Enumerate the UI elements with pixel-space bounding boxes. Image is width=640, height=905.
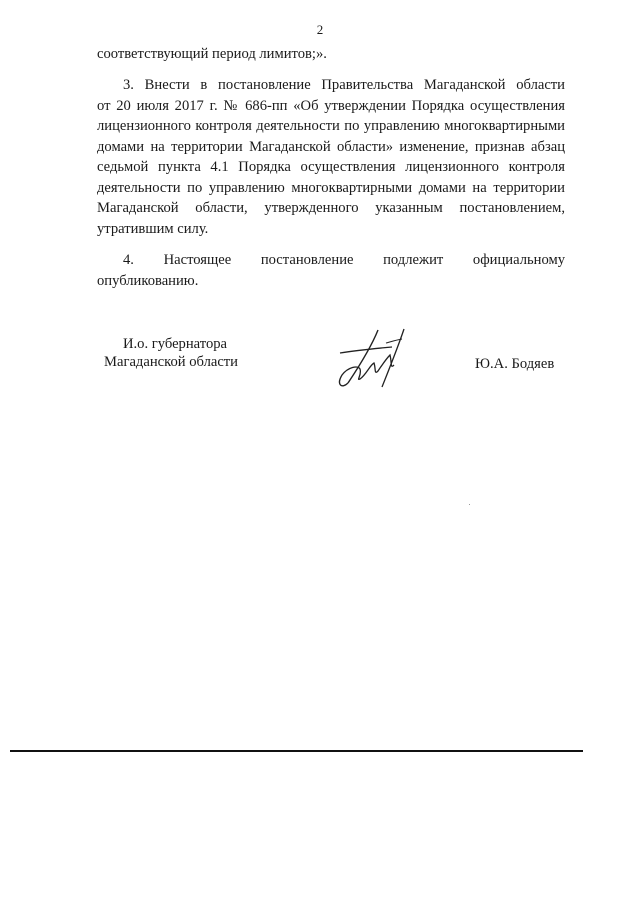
paragraph-4 (97, 250, 565, 291)
bottom-rule (10, 750, 583, 752)
text-line: соответствующий период лимитов;». (97, 46, 327, 62)
signatory-name: Ю.А. Бодяев (475, 356, 555, 372)
text-line: опубликованию. (97, 272, 199, 289)
paragraph-continuation (97, 44, 565, 65)
text-line: деятельности по управлению многоквартирными домами на территории (97, 179, 565, 196)
text-line: 3. Внести в постановление Правительства Магаданской области (123, 77, 565, 93)
signatory-region: Магаданской области (104, 354, 238, 370)
text-line: 4. Настоящее постановление подлежит официальному (123, 252, 565, 268)
signatory-position: И.о. губернатора (122, 336, 228, 352)
text-line: от 20 июля 2017 г. № 686-пп «Об утверждении Порядка осуществления (97, 97, 565, 114)
text-line: утратившим силу. (97, 220, 209, 237)
scan-speck (469, 504, 470, 505)
text-line: Магаданской области, утвержденного указанным постановлением, (97, 200, 565, 216)
text-line: лицензионного контроля деятельности по управлению многоквартирными (97, 118, 565, 134)
page-number: 2 (316, 22, 324, 37)
text-line: седьмой пункта 4.1 Порядка осуществления лицензионного контроля (97, 159, 565, 175)
paragraph-3 (97, 75, 565, 239)
text-line: домами на территории Магаданской области» изменение, признав абзац (97, 138, 565, 155)
handwritten-signature (330, 325, 410, 395)
